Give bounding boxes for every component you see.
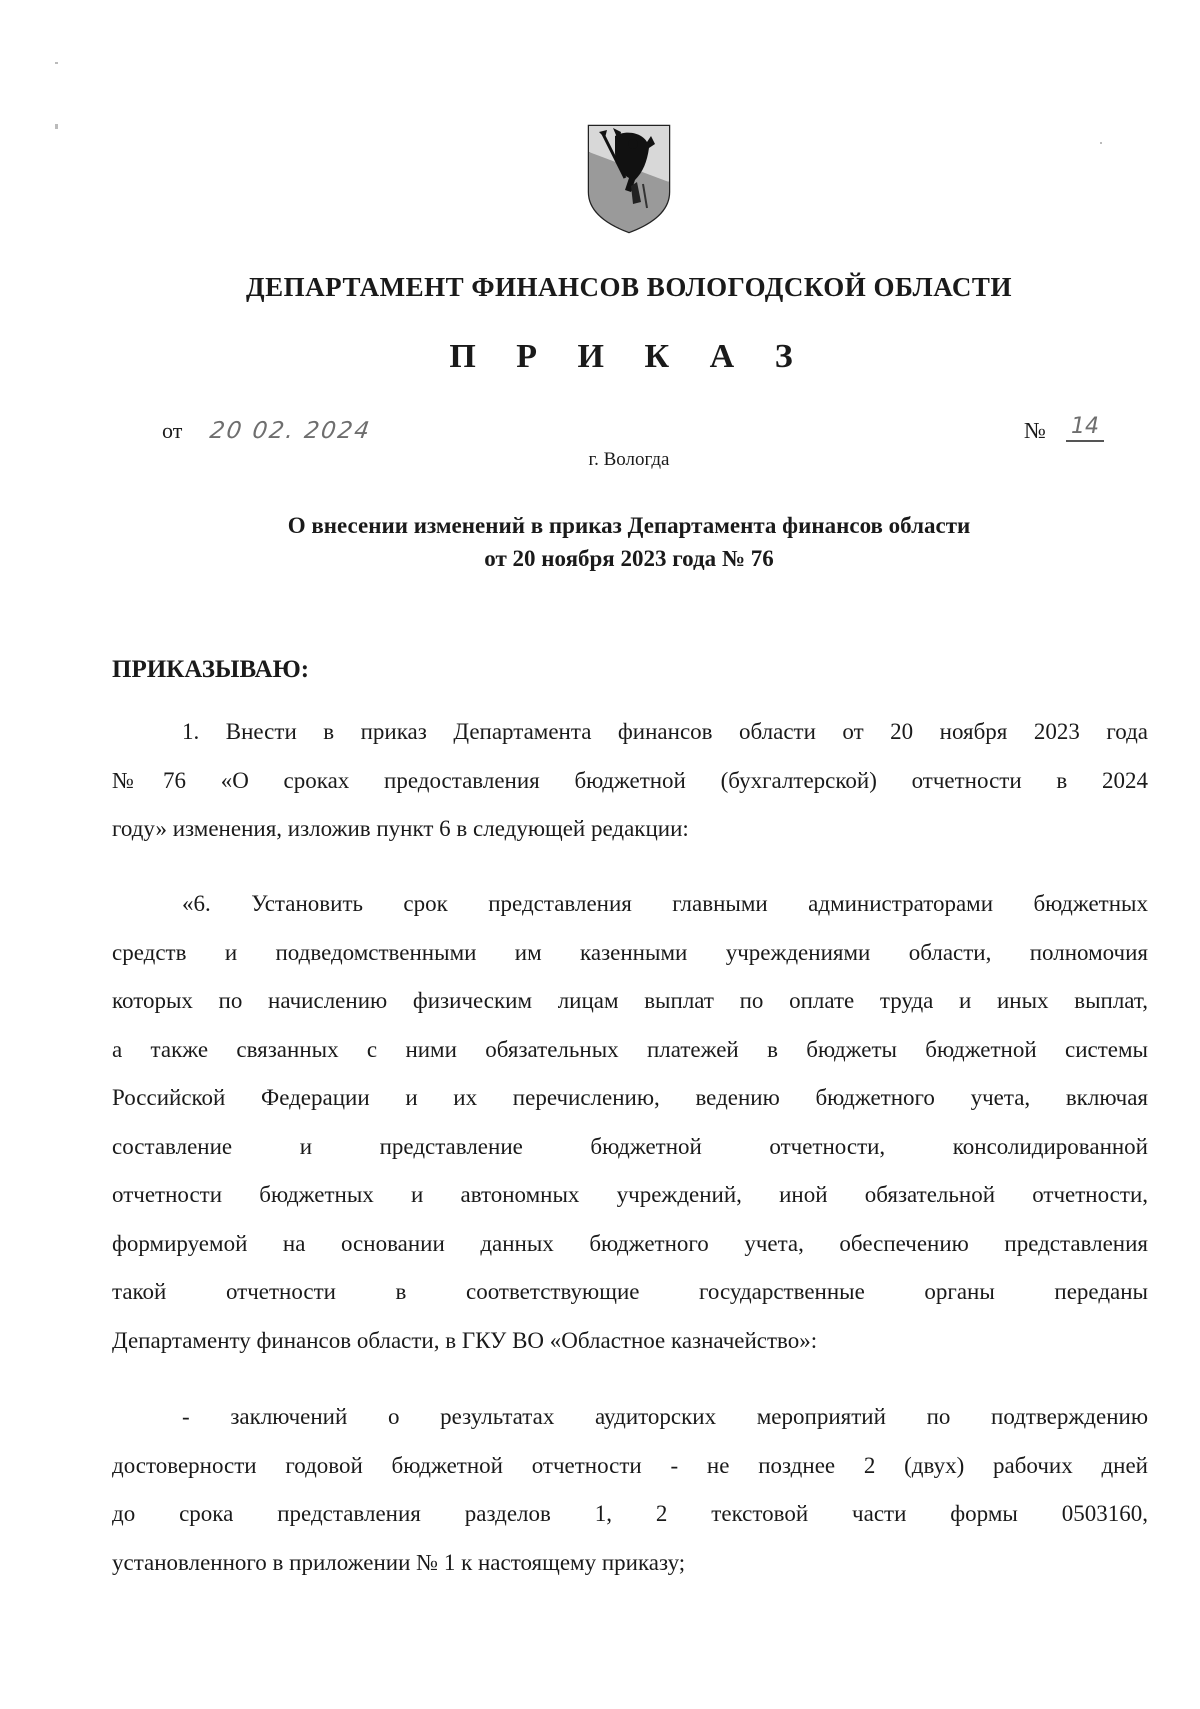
paragraph-3 — [112, 1393, 1148, 1587]
paragraph-line: 1. Внести в приказ Департамента финансов области от 20 ноября 2023 года — [182, 719, 1148, 744]
paragraph-line: до срока представления разделов 1, 2 текстовой части формы 0503160, — [112, 1501, 1148, 1526]
paragraph-line: средств и подведомственными им казенными учреждениями области, полномочия — [112, 939, 1148, 965]
paragraph-line: отчетности бюджетных и автономных учреждений, иной обязательной отчетности, — [112, 1182, 1148, 1207]
city-label: г. Вологда — [588, 449, 670, 470]
paragraph-2 — [112, 880, 1148, 1365]
paragraph-1 — [112, 708, 1148, 854]
scan-speck — [55, 62, 58, 64]
paragraph-line: составление и представление бюджетной отчетности, консолидированной — [112, 1133, 1148, 1159]
paragraph-line: №76 «О сроках предоставления бюджетной (бухгалтерской) отчетности в 2024 — [112, 767, 1148, 793]
paragraph-line: Департаменту финансов области, в ГКУ ВО «Областное казначейство»: — [112, 1327, 818, 1353]
paragraph-line: такой отчетности в соответствующие государственные органы переданы — [112, 1279, 1148, 1304]
paragraph-line: которых по начислению физическим лицам выплат по оплате труда и иных выплат, — [112, 988, 1148, 1013]
paragraph-line: достоверности годовой бюджетной отчетности - не позднее 2 (двух) рабочих дней — [112, 1452, 1148, 1478]
scan-speck — [55, 124, 58, 129]
number-label: № — [1024, 418, 1046, 443]
paragraph-line: Российской Федерации и их перечислению, ведению бюджетного учета, включая — [112, 1085, 1148, 1110]
order-title — [0, 509, 1200, 575]
paragraph-line: «6. Установить срок представления главными администраторами бюджетных — [182, 891, 1148, 916]
date-label: от — [162, 418, 183, 443]
scan-speck — [1100, 142, 1102, 144]
paragraph-line: году» изменения, изложив пункт 6 в следующей редакции: — [112, 816, 689, 841]
paragraph-line: - заключений о результатах аудиторских мероприятий по подтверждению — [182, 1404, 1148, 1429]
department-name: ДЕПАРТАМЕНТ ФИНАНСОВ ВОЛОГОДСКОЙ ОБЛАСТИ — [246, 272, 1012, 302]
handwritten-date: 20 02. 2024 — [208, 418, 373, 444]
handwritten-number: 14 — [1066, 414, 1104, 442]
order-title-line: от 20 ноября 2023 года № 76 — [484, 546, 774, 571]
order-title-line: О внесении изменений в приказ Департамента финансов области — [287, 513, 971, 538]
paragraph-line: формируемой на основании данных бюджетного учета, обеспечению представления — [112, 1230, 1148, 1256]
coat-of-arms-emblem — [585, 122, 673, 234]
paragraph-line: установленного в приложении № 1 к настоящему приказу; — [112, 1549, 686, 1575]
paragraph-line: а также связанных с ними обязательных платежей в бюджеты бюджетной системы — [112, 1036, 1148, 1062]
document-type-title: П Р И К А З — [449, 338, 809, 375]
order-heading: ПРИКАЗЫВАЮ: — [112, 656, 310, 683]
